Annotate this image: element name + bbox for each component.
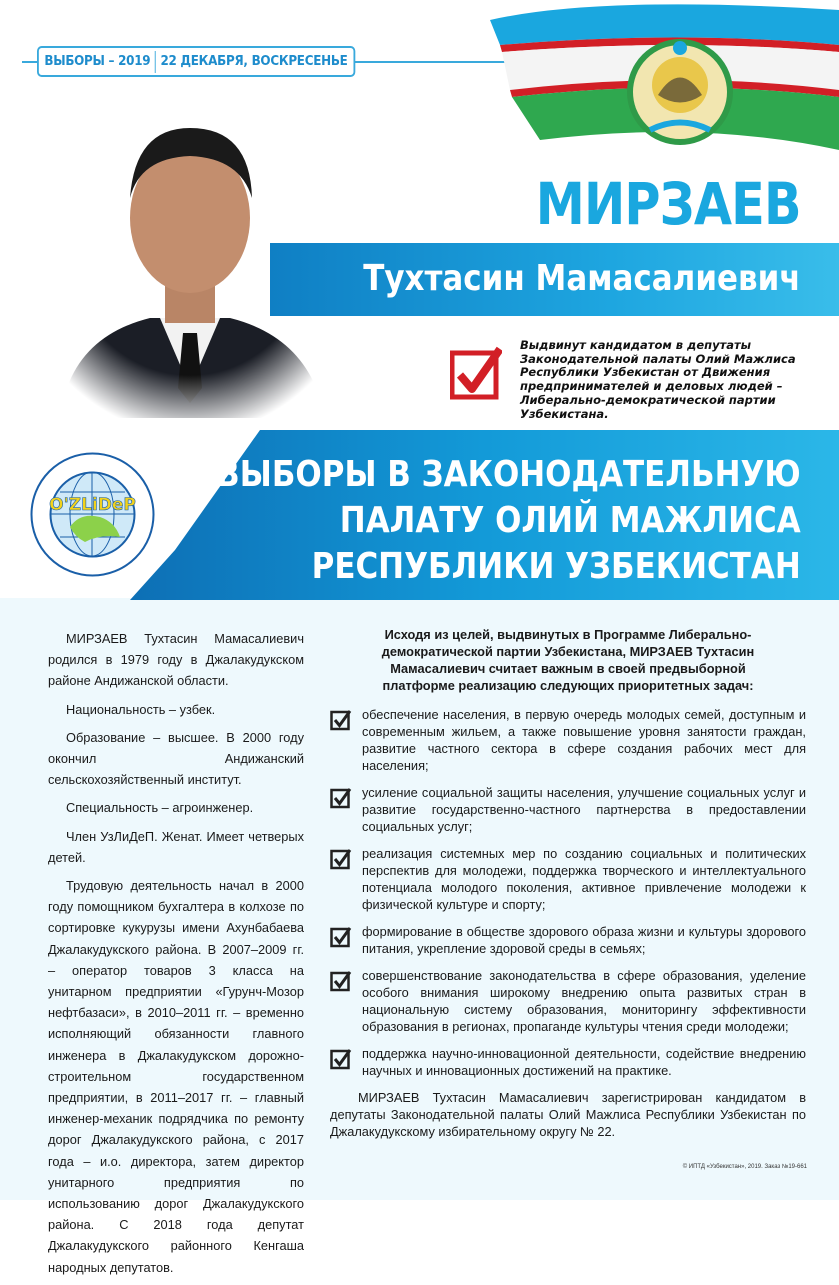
nomination-note: Выдвинут кандидатом в депутаты Законодательной палаты Олий Мажлиса Республики Узбекистан от Движения предпринимателей и деловых людей – Либерально-демократической партии Узбекистана.	[520, 338, 796, 421]
logo-wordmark: O'ZLiDeP	[49, 495, 136, 515]
bio-paragraph: Образование – высшее. В 2000 году окончил Андижанский сельскохозяйственный институт.	[48, 729, 304, 788]
task-text: реализация системных мер по созданию социальных и политических перспектив для молодежи, поддержка творческого и интеллектуального потенциала молодого поколения, активное привлечение молодежи к физической культуре и спорту;	[362, 846, 806, 912]
candidate-given-names: Тухтасин Мамасалиевич	[363, 258, 801, 299]
badge-elections: ВЫБОРЫ – 2019	[44, 54, 151, 69]
state-emblem-icon	[630, 41, 730, 142]
checkbox-checked-icon	[330, 926, 352, 948]
program-intro: Исходя из целей, выдвинутых в Программе Либерально-демократической партии Узбекистана, МИРЗАЕВ Тухтасин Мамасалиевич считает важным в своей предвыборной платформе реализацию следующих приоритетных задач:	[381, 627, 755, 693]
flag-emblem-graphic	[480, 0, 839, 175]
headline	[216, 452, 801, 590]
registration-note: МИРЗАЕВ Тухтасин Мамасалиевич зарегистрирован кандидатом в депутаты Законодательной палаты Олий Мажлиса Республики Узбекистан по Джалакудукскому избирательному округу № 22.	[330, 1090, 806, 1139]
headline-line-1: ВЫБОРЫ В ЗАКОНОДАТЕЛЬНУЮ	[216, 454, 801, 495]
party-logo	[30, 452, 155, 577]
election-date-badge	[37, 46, 355, 77]
headline-line-3: РЕСПУБЛИКИ УЗБЕКИСТАН	[311, 546, 801, 587]
task-text: формирование в обществе здорового образа жизни и культуры здорового питания, укрепление здоровой среды в семьях;	[362, 924, 806, 956]
badge-date: 22 ДЕКАБРЯ, ВОСКРЕСЕНЬЕ	[160, 54, 348, 69]
checkbox-checked-icon	[330, 787, 352, 809]
bio-paragraph: Национальность – узбек.	[66, 701, 216, 717]
program-task	[330, 923, 806, 957]
bio-paragraph: Трудовую деятельность начал в 2000 году помощником бухгалтера в колхозе по сортировке кукурузы имени Ахунбабаева Джалакудукского района. В 2007–2009 гг. – оператор товаров 3 класса на унитарном предприятии «Гурунч-Мозор нефтбазаси», в 2010–2011 гг. – временно исполняющий обязанности главного инженера в Джалакудукском дорожно-строительном государственном предприятии, в 2011–2017 гг. – главный инженер-механик подрядчика по ремонту дорог Джалакудукского района, с 2017 года – и.о. директора, затем директор унитарного предприятия по использованию дорог Джалакудукского района. С 2018 года депутат Джалакудукского районного Кенгаша народных депутатов.	[48, 878, 304, 1275]
task-text: поддержка научно-инновационной деятельности, содействие внедрению научных и инновационных достижений на практике.	[362, 1046, 806, 1078]
task-text: совершенствование законодательства в сфере образования, уделение особого внимания широкому внедрению опыта развитых стран в национальную систему образования, мониторингу эффективности образования в регионах, пропаганде культуры чтения среди молодежи;	[362, 968, 806, 1034]
checkbox-checked-icon	[330, 1048, 352, 1070]
bio-paragraph: Специальность – агроинженер.	[66, 800, 254, 816]
imprint: © ИПТД «Узбекистан», 2019. Заказ №19-661	[682, 1164, 807, 1170]
checkbox-checked-icon	[330, 709, 352, 731]
program-task	[330, 845, 806, 913]
program-task	[330, 967, 806, 1035]
badge-divider	[155, 51, 156, 73]
task-text: усиление социальной защиты населения, улучшение социальных услуг и развитие государственно-частного партнерства в предоставлении социальных услуг;	[362, 785, 806, 834]
task-text: обеспечение населения, в первую очередь молодых семей, доступным и современным жильем, а также повышение уровня занятости граждан, развитие частного сектора в сфере создания рабочих мест для населения;	[362, 707, 806, 773]
candidate-surname: МИРЗАЕВ	[536, 170, 801, 238]
biography	[48, 628, 304, 1285]
checkbox-checked-icon	[330, 848, 352, 870]
checkbox-checked-icon	[330, 970, 352, 992]
bio-paragraph: Член УзЛиДеП. Женат. Имеет четверых детей.	[48, 828, 304, 865]
program-task	[330, 784, 806, 835]
headline-line-2: ПАЛАТУ ОЛИЙ МАЖЛИСА	[340, 500, 801, 541]
program-task	[330, 706, 806, 774]
program-task	[330, 1045, 806, 1079]
bio-paragraph: МИРЗАЕВ Тухтасин Мамасалиевич родился в 1979 году в Джалакудукском районе Андижанской области.	[48, 631, 304, 689]
red-checkmark-icon	[450, 345, 502, 401]
program	[330, 626, 806, 1140]
